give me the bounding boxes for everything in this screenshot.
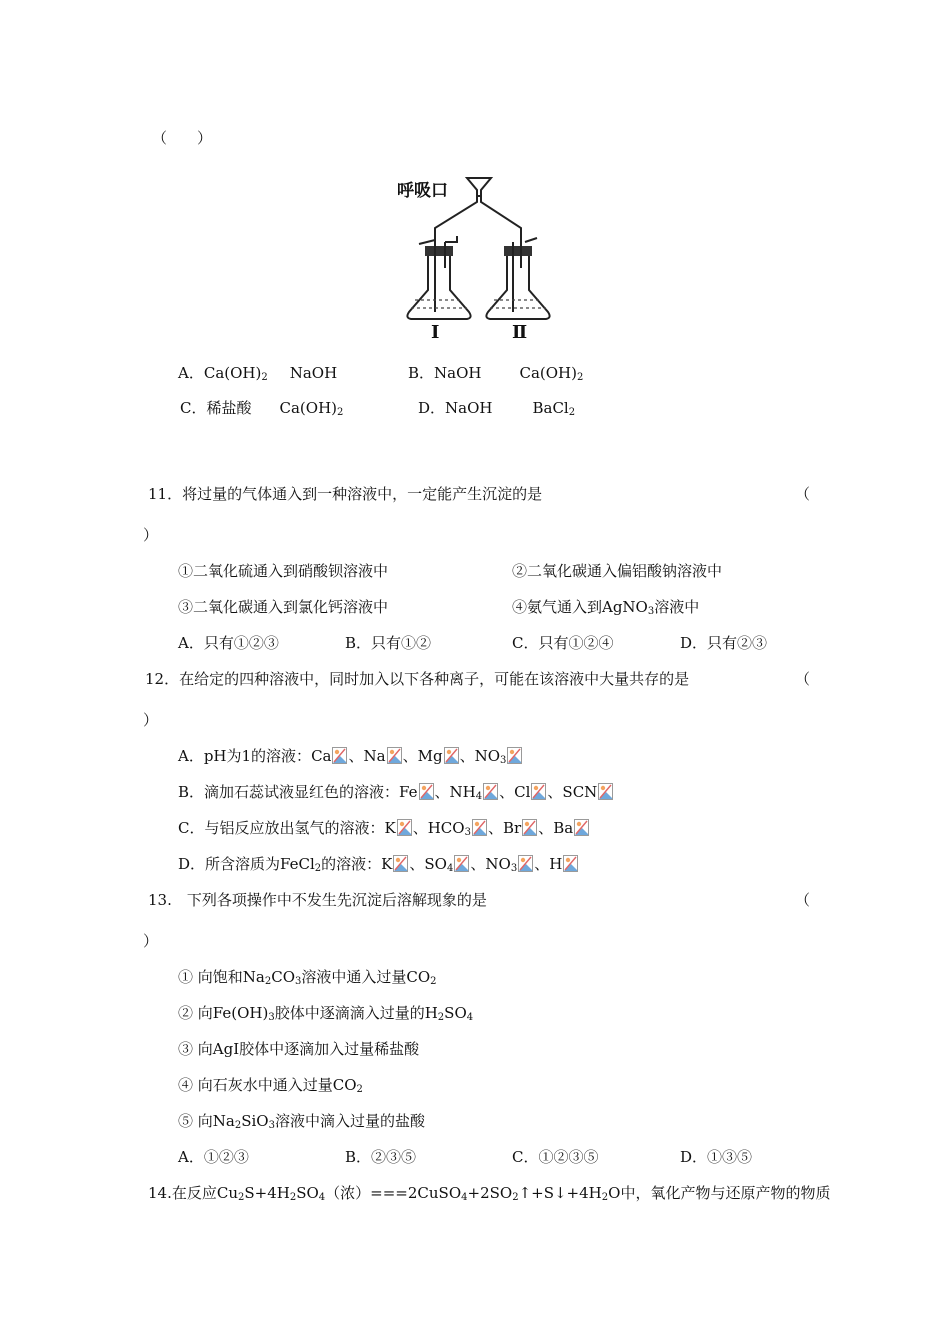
broken-image-icon	[472, 819, 487, 836]
q12-option-d: D．所含溶质为FeCl$_2$的溶液：K 、$SO_4$ 、$NO_3$ 、H	[178, 854, 579, 874]
q13-paren-open: （	[795, 891, 811, 909]
broken-image-icon	[598, 783, 613, 800]
q13-stem: 13. 下列各项操作中不发生先沉淀后溶解现象的是	[148, 891, 487, 909]
q13-choice-b: B．②③⑤	[345, 1148, 417, 1166]
broken-image-icon	[393, 855, 408, 872]
flask-label-2: Ⅱ	[512, 322, 528, 343]
broken-image-icon	[332, 747, 347, 764]
q13-item-3: ③ 向AgI胶体中逐滴加入过量稀盐酸	[178, 1040, 420, 1058]
q12-option-a: A．pH为1的溶液：Ca 、Na 、Mg 、$NO_3$	[178, 746, 523, 766]
broken-image-icon	[483, 783, 498, 800]
broken-image-icon	[419, 783, 434, 800]
q13-paren-close: ）	[143, 932, 159, 950]
q11-item-4: ④氨气通入到AgNO$_3$溶液中	[512, 598, 700, 617]
q11-choice-b: B．只有①②	[345, 634, 432, 652]
broken-image-icon	[507, 747, 522, 764]
q13-item-4: ④ 向石灰水中通入过量$CO_2$	[178, 1076, 363, 1095]
broken-image-icon	[397, 819, 412, 836]
q11-stem: 11．将过量的气体通入到一种溶液中，一定能产生沉淀的是	[148, 485, 543, 503]
q10-paren: （ ）	[152, 129, 213, 147]
broken-image-icon	[454, 855, 469, 872]
q13-item-5: ⑤ 向$Na_2SiO_3$溶液中滴入过量的盐酸	[178, 1112, 425, 1131]
q11-paren-open: （	[795, 485, 811, 503]
broken-image-icon	[518, 855, 533, 872]
q11-choice-a: A．只有①②③	[178, 634, 279, 652]
q12-option-b: B．滴加石蕊试液显红色的溶液：Fe 、$NH_4$ 、Cl 、SCN	[178, 782, 614, 802]
q11-item-3: ③二氧化碳通入到氯化钙溶液中	[178, 598, 389, 616]
q14-stem: 14.在反应$Cu_2S+4H_2SO_4$（浓）$===2CuSO_4+2SO_2↑+S↓+4H_2O$中，氧化产物与还原产物的物质	[148, 1184, 831, 1203]
q13-item-1: ① 向饱和$Na_2CO_3$溶液中通入过量$CO_2$	[178, 968, 437, 987]
q13-choice-c: C．①②③⑤	[512, 1148, 599, 1166]
q12-option-c: C．与铝反应放出氢气的溶液：K 、$HCO_3$ 、Br 、Ba	[178, 818, 590, 838]
flask-label-1: Ⅰ	[431, 322, 440, 343]
q11-paren-close: ）	[143, 526, 159, 544]
figure-label: 呼吸口	[397, 181, 448, 201]
broken-image-icon	[444, 747, 459, 764]
broken-image-icon	[563, 855, 578, 872]
q12-stem: 12．在给定的四种溶液中，同时加入以下各种离子，可能在该溶液中大量共存的是	[145, 670, 690, 688]
q13-choice-a: A．①②③	[178, 1148, 249, 1166]
q11-item-1: ①二氧化硫通入到硝酸钡溶液中	[178, 562, 389, 580]
q12-paren-open: （	[795, 670, 811, 688]
q10-option-c: C．稀盐酸 $Ca(OH)_2$	[180, 399, 344, 418]
q13-item-2: ② 向$Fe(OH)_3$胶体中逐滴滴入过量的$H_2SO_4$	[178, 1004, 474, 1023]
broken-image-icon	[574, 819, 589, 836]
breathing-apparatus-figure	[395, 172, 565, 344]
broken-image-icon	[387, 747, 402, 764]
q10-option-d: D．NaOH BaCl$_2$	[418, 399, 576, 418]
q12-paren-close: ）	[143, 711, 159, 729]
q11-choice-c: C．只有①②④	[512, 634, 614, 652]
broken-image-icon	[522, 819, 537, 836]
q13-choice-d: D．①③⑤	[680, 1148, 753, 1166]
apparatus-drawing	[395, 172, 565, 344]
broken-image-icon	[531, 783, 546, 800]
q10-option-a: A．$Ca(OH)_2$ NaOH	[178, 364, 338, 383]
q10-option-b: B．NaOH $Ca(OH)_2$	[408, 364, 584, 383]
q11-item-2: ②二氧化碳通入偏铝酸钠溶液中	[512, 562, 723, 580]
q11-choice-d: D．只有②③	[680, 634, 768, 652]
